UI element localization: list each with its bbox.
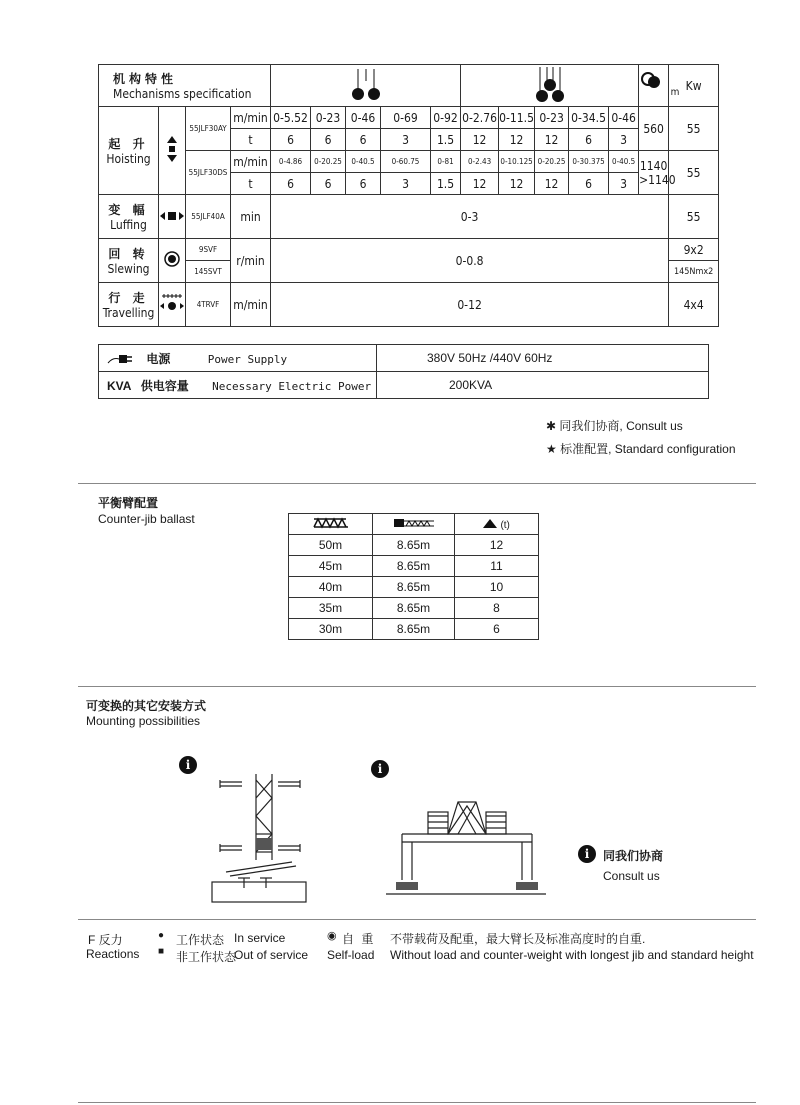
hoist-speed-2-9: 0-40.5	[609, 151, 639, 173]
ballast-jib-0: 50m	[289, 535, 373, 556]
hoist-speed-2-5: 0-2.43	[461, 151, 499, 173]
hoist-load-1-3: 3	[381, 129, 431, 151]
asterisk-icon: ✱	[546, 419, 557, 433]
self-load-desc-en: Without load and counter-weight with longest jib and standard height	[390, 948, 754, 962]
jib-length-icon	[289, 514, 373, 535]
kva-en: Necessary Electric Power	[212, 379, 372, 393]
hoist-speed-2-4: 0-81	[431, 151, 461, 173]
info-icon: i	[179, 756, 197, 774]
luffing-unit: min	[231, 195, 271, 239]
ballast-jib-2: 40m	[289, 577, 373, 598]
mechanisms-header-en: Mechanisms specification	[113, 87, 252, 101]
divider	[78, 1102, 756, 1103]
note-consult-text: 同我们协商, Consult us	[559, 419, 683, 433]
ballast-weight-icon	[483, 519, 497, 528]
hoist-speed-2-1: 0-20.25	[311, 151, 346, 173]
ballast-t-0: 12	[455, 535, 539, 556]
hoist-m-2-value-alt: >1140	[639, 172, 676, 187]
slewing-unit: r/min	[231, 239, 271, 283]
out-service-cn: 非工作状态	[176, 950, 237, 964]
power-supply-label	[99, 345, 377, 372]
mounting-title-en: Mounting possibilities	[86, 714, 201, 728]
note-consult	[546, 417, 683, 434]
ballast-cj-3: 8.65m	[373, 598, 455, 619]
star-icon: ★	[546, 442, 557, 456]
hoist-kw-2: 55	[669, 151, 719, 195]
hoist-speed-2-3: 0-60.75	[381, 151, 431, 173]
power-supply-value: 380V 50Hz /440V 60Hz	[377, 345, 709, 372]
travelling-kw: 4x4	[669, 283, 719, 327]
drum-icon-cell	[639, 65, 680, 107]
trolley-arrows-icon	[159, 195, 186, 239]
hoist-speed-1-3: 0-69	[381, 107, 431, 129]
hoist-load-1-6: 12	[499, 129, 535, 151]
travelling-unit: m/min	[231, 283, 271, 327]
slewing-model-2: 145SVT	[186, 261, 231, 283]
hoist-model-2: 55JLF30DS	[186, 151, 231, 195]
ballast-jib-3: 35m	[289, 598, 373, 619]
travelling-label-cn: 行 走	[108, 291, 149, 305]
power-table	[98, 344, 709, 399]
slewing-label-cn: 回 转	[108, 247, 149, 261]
hoist-load-1-8: 6	[569, 129, 609, 151]
hoist-speed-1-8: 0-34.5	[569, 107, 609, 129]
reactions-cn: F 反力	[88, 933, 123, 947]
hoist-load-1-7: 12	[535, 129, 569, 151]
hoist-speed-2-0: 0-4.86	[271, 151, 311, 173]
in-service-cn: 工作状态	[176, 933, 225, 947]
note-standard	[546, 440, 736, 457]
ballast-unit: (t)	[500, 520, 510, 531]
travelling-model: 4TRVF	[186, 283, 231, 327]
hoist-speed-1-0: 0-5.52	[271, 107, 311, 129]
hoist-arrows-icon	[159, 107, 186, 195]
hoist-load-1-0: 6	[271, 129, 311, 151]
divider	[78, 919, 756, 920]
ballast-jib-1: 45m	[289, 556, 373, 577]
luffing-model: 55JLF40A	[186, 195, 231, 239]
hoisting-label	[99, 107, 159, 195]
luffing-kw: 55	[669, 195, 719, 239]
bullet-square-icon: ■	[158, 946, 165, 957]
self-load-cn: 自 重	[342, 932, 376, 946]
hoist-load-2-4: 1.5	[431, 173, 461, 195]
self-load-desc-cn: 不带载荷及配重，最大臂长及标准高度时的自重.	[390, 932, 646, 946]
hoist-model-1: 55JLF30AY	[186, 107, 231, 151]
divider	[78, 483, 756, 484]
travelling-label	[99, 283, 159, 327]
hoist-kw-1: 55	[669, 107, 719, 151]
hoisting-label-cn: 起 升	[108, 137, 149, 151]
hoist-speed-1-2: 0-46	[346, 107, 381, 129]
kva-value: 200KVA	[377, 372, 709, 399]
kva-label	[99, 372, 377, 399]
ballast-table	[288, 513, 539, 640]
hoist-load-2-0: 6	[271, 173, 311, 195]
portal-gantry-drawing	[386, 798, 550, 898]
two-fall-reeving-icon	[271, 65, 461, 107]
mechanisms-header	[99, 65, 271, 107]
hoist-speed-1-7: 0-23	[535, 107, 569, 129]
bullet-dot-icon: ●	[158, 930, 165, 941]
mounting-consult-en: Consult us	[603, 869, 660, 883]
travelling-value: 0-12	[271, 283, 669, 327]
hoist-load-2-9: 3	[609, 173, 639, 195]
ballast-cj-4: 8.65m	[373, 619, 455, 640]
ballast-t-3: 8	[455, 598, 539, 619]
self-load-en: Self-load	[327, 948, 375, 962]
hoist-load-2-7: 12	[535, 173, 569, 195]
hoist-load-1-9: 3	[609, 129, 639, 151]
kva-cn: 供电容量	[140, 378, 189, 393]
slewing-label-en: Slewing	[107, 262, 150, 276]
hoist-load-2-2: 6	[346, 173, 381, 195]
reactions-en: Reactions	[86, 947, 140, 961]
hoist-m-2	[639, 151, 676, 195]
slewing-icon	[159, 239, 186, 283]
unit-kw: Kw	[669, 65, 719, 107]
ballast-cj-1: 8.65m	[373, 556, 455, 577]
hoist-speed-2-2: 0-40.5	[346, 151, 381, 173]
hoist-load-1-1: 6	[311, 129, 346, 151]
slewing-kw-2: 145Nmx2	[669, 261, 719, 283]
slewing-value: 0-0.8	[271, 239, 669, 283]
hoist-unit-load-2: t	[231, 173, 271, 195]
ballast-t-2: 10	[455, 577, 539, 598]
mechanisms-table	[98, 64, 719, 327]
hoist-load-1-5: 12	[461, 129, 499, 151]
luffing-label-cn: 变 幅	[108, 203, 149, 217]
hoist-load-1-2: 6	[346, 129, 381, 151]
in-service-en: In service	[234, 931, 286, 945]
travel-wheel-icon	[159, 283, 186, 327]
plug-icon	[107, 353, 133, 365]
kva-abbr: KVA	[107, 378, 132, 393]
hoist-speed-1-1: 0-23	[311, 107, 346, 129]
ballast-t-1: 11	[455, 556, 539, 577]
hoist-load-2-8: 6	[569, 173, 609, 195]
four-fall-reeving-icon	[461, 65, 639, 107]
unit-m: m	[670, 87, 680, 98]
hoist-unit-speed-2: m/min	[231, 151, 271, 173]
ballast-jib-4: 30m	[289, 619, 373, 640]
hoist-m-2-value: 1140	[639, 158, 668, 173]
slewing-model-1: 9SVF	[186, 239, 231, 261]
hoist-speed-1-9: 0-46	[609, 107, 639, 129]
ballast-cj-2: 8.65m	[373, 577, 455, 598]
hoist-load-2-3: 3	[381, 173, 431, 195]
luffing-label	[99, 195, 159, 239]
weight-icon: ◉	[327, 930, 337, 942]
ballast-cj-0: 8.65m	[373, 535, 455, 556]
mounting-consult-cn: 同我们协商	[603, 849, 664, 863]
info-icon: i	[578, 845, 596, 863]
drum-icon	[639, 69, 667, 99]
hoist-m-1: 560	[639, 107, 669, 151]
note-standard-text: 标准配置, Standard configuration	[560, 442, 736, 456]
counter-jib-icon	[373, 514, 455, 535]
slewing-label	[99, 239, 159, 283]
internal-climbing-drawing	[206, 770, 312, 906]
out-service-en: Out of service	[234, 948, 309, 962]
power-supply-en: Power Supply	[207, 352, 288, 366]
mounting-title-cn: 可变换的其它安装方式	[86, 699, 207, 713]
hoist-unit-load-1: t	[231, 129, 271, 151]
hoist-load-2-6: 12	[499, 173, 535, 195]
power-supply-cn: 电源	[146, 351, 171, 366]
mechanisms-header-cn: 机构特性	[113, 72, 178, 86]
divider	[78, 686, 756, 687]
ballast-title-cn: 平衡臂配置	[98, 496, 159, 510]
hoist-speed-1-5: 0-2.76	[461, 107, 499, 129]
hoist-speed-2-6: 0-10.125	[499, 151, 535, 173]
ballast-t-4: 6	[455, 619, 539, 640]
hoist-load-2-5: 12	[461, 173, 499, 195]
hoist-speed-2-7: 0-20.25	[535, 151, 569, 173]
hoist-load-1-4: 1.5	[431, 129, 461, 151]
ballast-title-en: Counter-jib ballast	[98, 512, 195, 526]
hoist-speed-1-4: 0-92	[431, 107, 461, 129]
hoist-unit-speed-1: m/min	[231, 107, 271, 129]
travelling-label-en: Travelling	[102, 306, 155, 320]
hoist-speed-1-6: 0-11.5	[499, 107, 535, 129]
info-icon: i	[371, 760, 389, 778]
ballast-weight-header	[455, 514, 539, 535]
hoist-speed-2-8: 0-30.375	[569, 151, 609, 173]
luffing-label-en: Luffing	[110, 218, 147, 232]
luffing-value: 0-3	[271, 195, 669, 239]
hoist-load-2-1: 6	[311, 173, 346, 195]
hoisting-label-en: Hoisting	[106, 152, 151, 166]
slewing-kw-1: 9x2	[669, 239, 719, 261]
